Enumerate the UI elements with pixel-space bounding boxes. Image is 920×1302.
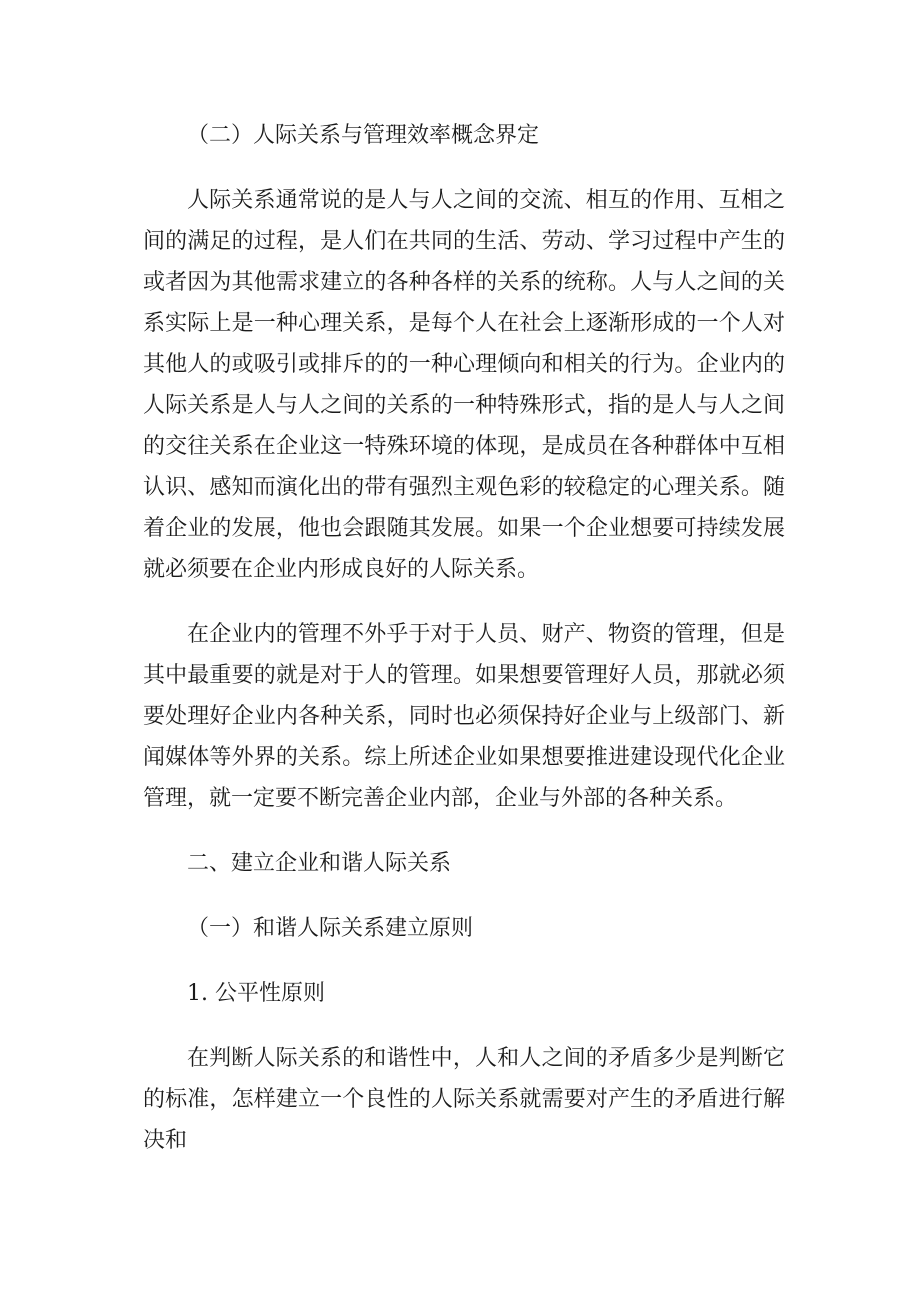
paragraph-interpersonal-definition: 人际关系通常说的是人与人之间的交流、相互的作用、互相之间的满足的过程，是人们在共同的生活、劳动、学习过程中产生的或者因为其他需求建立的各种各样的关系的统称。人与人之间的关系实际上是一种心理关系，是每个人在社会上逐渐形成的一个人对其他人的或吸引或排斥的的一种心理倾向和相关的行为。企业内的人际关系是人与人之间的关系的一种特殊形式，指的是人与人之间的交往关系在企业这一特殊环境的体现，是成员在各种群体中互相认识、感知而演化出的带有强烈主观色彩的较稳定的心理关系。随着企业的发展，他也会跟随其发展。如果一个企业想要可持续发展就必须要在企业内形成良好的人际关系。 [143, 188, 785, 582]
paragraph-fairness-principle: 在判断人际关系的和谐性中，人和人之间的矛盾多少是判断它的标准，怎样建立一个良性的人际关系就需要对产生的矛盾进行解决和 [143, 1046, 785, 1153]
section-heading-principles: （一）和谐人际关系建立原则 [187, 916, 474, 941]
chapter-heading-harmonious-relations: 二、建立企业和谐人际关系 [187, 851, 452, 876]
subsection-heading-fairness: 1. 公平性原则 [187, 981, 325, 1006]
paragraph-management-efficiency: 在企业内的管理不外乎于对于人员、财产、物资的管理，但是其中最重要的就是对于人的管理。如果想要管理好人员，那就必须要处理好企业内各种关系，同时也必须保持好企业与上级部门、新闻媒体等外界的关系。综上所述企业如果想要推进建设现代化企业管理，就一定要不断完善企业内部，企业与外部的各种关系。 [143, 622, 785, 811]
document-body [143, 115, 785, 1185]
section-heading-interpersonal-efficiency: （二）人际关系与管理效率概念界定 [187, 123, 540, 148]
